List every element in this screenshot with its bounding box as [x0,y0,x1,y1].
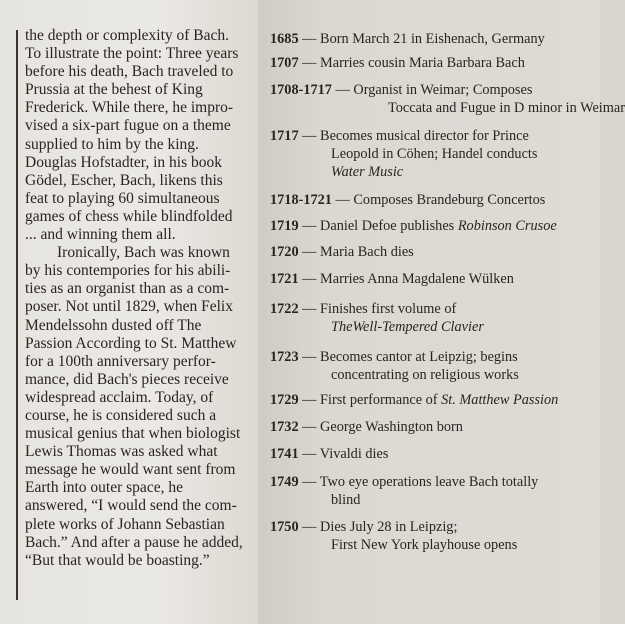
timeline-year: 1717 [270,128,299,144]
essay-line: Mendelssohn dusted off The [25,316,202,334]
timeline-text: — Maria Bach dies [298,244,414,260]
timeline-year: 1685 [270,31,299,47]
timeline-text: Leopold in Cöhen; Handel conducts [331,146,538,162]
essay-line: Prussia at the behest of King [25,81,203,99]
timeline-text: — Two eye operations leave Bach totally [298,474,539,490]
essay-line: supplied to him by the king. [25,135,199,153]
timeline-entry [270,518,517,554]
timeline-entry [270,300,484,336]
timeline-line [270,318,484,336]
margin-rule [16,30,18,600]
timeline-entry [270,391,558,409]
timeline-text: First New York playhouse opens [331,537,518,553]
timeline-year: 1719 [270,218,299,234]
essay-line: the depth or complexity of Bach. [25,27,230,44]
timeline-line [270,418,463,436]
essay-line: Ironically, Bach was known [57,244,230,262]
essay-line: course, he is considered such a [25,406,217,424]
timeline-entry [270,81,625,117]
essay-line: by his contempories for his abili- [25,262,231,280]
timeline-year: 1741 [270,446,299,462]
essay-line: answered, “I would send the com- [25,497,237,515]
essay-line: for a 100th anniversary perfor- [25,352,216,370]
timeline-line [270,217,557,235]
timeline-line [270,30,545,48]
timeline-text: — Organist in Weimar; Composes [331,82,533,98]
essay-line: vised a six-part fugue on a theme [25,117,231,135]
timeline-entry [270,270,514,288]
timeline-year: 1732 [270,419,299,435]
timeline-line [270,473,538,491]
timeline-line [270,127,537,145]
timeline-entry [270,473,538,509]
essay-line: Gödel, Escher, Bach, likens this [25,171,223,189]
timeline-entry [270,30,545,48]
timeline-text: — George Washington born [298,419,463,435]
timeline-text: blind [331,492,361,508]
essay-line: widespread acclaim. Today, of [25,388,214,406]
essay-line: To illustrate the point: Three years [25,45,239,63]
timeline-text: — Becomes cantor at Leipzig; begins [298,349,518,365]
timeline-title: Water Music [331,164,404,180]
timeline-line [270,518,517,536]
timeline-year: 1722 [270,301,299,317]
timeline-text: — Dies July 28 in Leipzig; [298,519,458,535]
essay-line: ... and winning them all. [25,226,176,244]
essay-line: poser. Not until 1829, when Felix [25,298,233,316]
timeline-year: 1749 [270,474,299,490]
timeline-line [270,191,545,209]
essay-text [25,27,243,570]
timeline-line [270,536,517,554]
essay-line: “But that would be boasting.” [25,551,210,569]
timeline-year: 1707 [270,55,299,71]
timeline-text: — Becomes musical director for Prince [298,128,529,144]
timeline-text: — First performance of [298,392,442,408]
timeline-text: — Finishes first volume of [298,301,457,317]
essay-line: Frederick. While there, he impro- [25,99,234,117]
timeline-title: St. Matthew Passion [441,392,559,408]
timeline-entry [270,445,388,463]
timeline-text: — Vivaldi dies [298,446,389,462]
timeline-line [270,366,519,384]
essay-line: Lewis Thomas was asked what [25,443,218,461]
essay-line: Passion According to St. Matthew [25,334,237,352]
essay-line: games of chess while blindfolded [25,207,233,225]
timeline-line [270,163,537,181]
timeline-year: 1721 [270,271,299,287]
timeline-year: 1720 [270,244,299,260]
timeline-entry [270,243,414,261]
essay-line: message he would want sent from [25,461,236,479]
timeline-year: 1718-1721 [270,192,332,208]
essay-page [0,0,258,624]
timeline-entry [270,348,519,384]
timeline-entry [270,217,557,235]
essay-line: mance, did Bach's pieces receive [25,370,229,388]
timeline-line [270,348,519,366]
timeline-title: Robinson Crusoe [457,218,557,234]
timeline-line [270,99,625,117]
essay-line: musical genius that when biologist [25,425,241,443]
timeline-text: — Marries Anna Magdalene Wülken [298,271,514,287]
timeline-text: concentrating on religious works [331,367,519,383]
timeline-line [270,300,484,318]
timeline-year: 1750 [270,519,299,535]
timeline-year: 1723 [270,349,299,365]
essay-line: Bach.” And after a pause he added, [25,533,243,551]
timeline-line [270,54,525,72]
timeline-text: — Composes Brandeburg Concertos [331,192,546,208]
timeline-year: 1729 [270,392,299,408]
essay-line: Earth into outer space, he [25,479,183,497]
timeline-text: — Daniel Defoe publishes [298,218,458,234]
timeline-entry [270,191,545,209]
essay-line: before his death, Bach traveled to [25,63,234,81]
timeline-text: Toccata and Fugue in D minor in Weimar [388,100,625,116]
timeline-line [270,391,558,409]
timeline-line [270,243,414,261]
timeline-entry [270,54,525,72]
timeline-line [270,270,514,288]
timeline-title: TheWell-Tempered Clavier [331,319,484,335]
timeline-entry [270,418,463,436]
timeline-text: — Marries cousin Maria Barbara Bach [298,55,525,71]
timeline-line [270,145,537,163]
essay-line: ties as an organist than as a com- [25,280,230,298]
essay-line: Douglas Hofstadter, in his book [25,153,222,171]
timeline-line [270,445,388,463]
timeline-text: — Born March 21 in Eishenach, Germany [298,31,545,47]
timeline-line [270,81,625,99]
timeline-entry [270,127,537,181]
essay-line: plete works of Johann Sebastian [25,515,225,533]
essay-line: feat to playing 60 simultaneous [25,189,220,207]
timeline-year: 1708-1717 [270,82,332,98]
timeline-line [270,491,538,509]
